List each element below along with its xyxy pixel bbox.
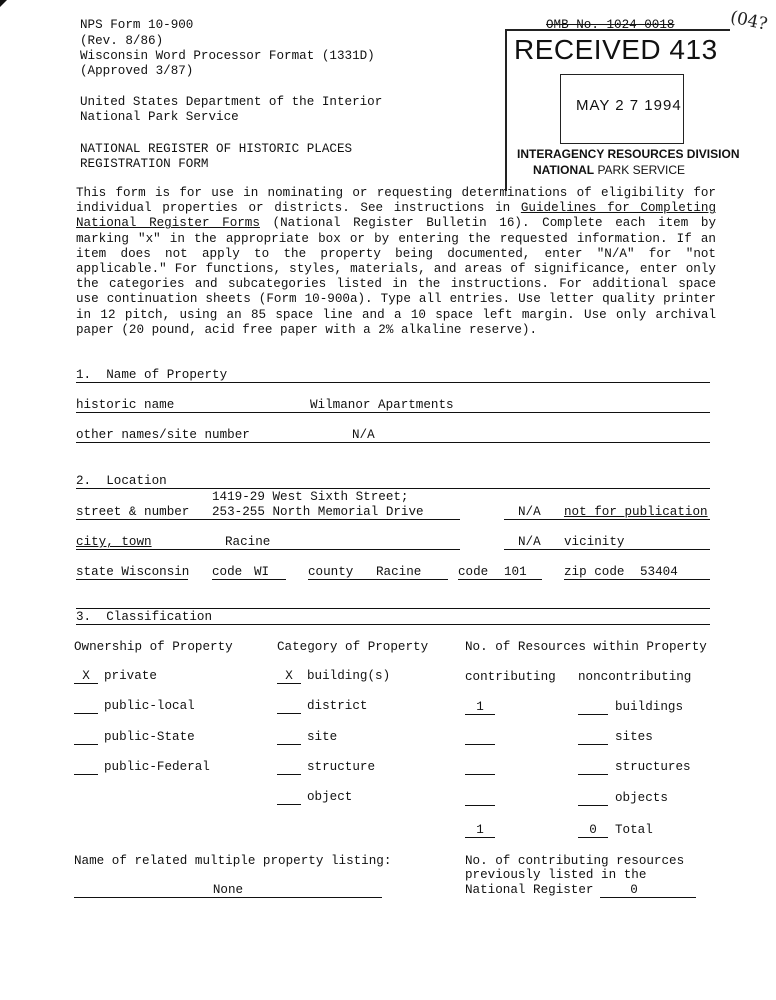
category-header: Category of Property bbox=[277, 640, 429, 654]
stamp-division: INTERAGENCY RESOURCES DIVISION bbox=[517, 147, 740, 161]
vicinity-mark: N/A bbox=[518, 535, 541, 549]
scan-corner-mark bbox=[0, 0, 7, 7]
related-listing-value[interactable]: None bbox=[212, 883, 244, 897]
category-structure-label: structure bbox=[307, 760, 376, 774]
resources-total-noncontributing-blank bbox=[578, 837, 608, 838]
state-code-label: code bbox=[212, 565, 243, 579]
category-site-label: site bbox=[307, 730, 338, 744]
category-district-label: district bbox=[307, 699, 368, 713]
historic-name-value: Wilmanor Apartments bbox=[310, 398, 454, 412]
state-code-rule bbox=[212, 579, 286, 580]
related-listing-rule bbox=[74, 897, 382, 898]
contributing-header: contributing bbox=[465, 670, 556, 684]
street-label: street & number bbox=[76, 505, 190, 519]
form-format: Wisconsin Word Processor Format (1331D) bbox=[80, 49, 375, 63]
previously-listed-line-1: No. of contributing resources bbox=[465, 854, 685, 868]
city-value: Racine bbox=[225, 535, 271, 549]
historic-name-rule bbox=[76, 412, 710, 413]
resources-objects-contributing-blank bbox=[465, 805, 495, 806]
street-rule bbox=[76, 519, 460, 520]
state-code-value: WI bbox=[254, 565, 270, 579]
ownership-private-mark[interactable]: X bbox=[82, 669, 90, 683]
instructions-paragraph bbox=[76, 186, 716, 338]
agency-line-1: United States Department of the Interior bbox=[80, 95, 383, 109]
ownership-header: Ownership of Property bbox=[74, 640, 233, 654]
city-rule bbox=[76, 549, 460, 550]
resources-total-contributing[interactable]: 1 bbox=[476, 823, 484, 837]
other-names-value: N/A bbox=[352, 428, 375, 442]
form-revision: (Rev. 8/86) bbox=[80, 34, 164, 48]
vicinity-rule bbox=[504, 549, 710, 550]
ownership-private-label: private bbox=[104, 669, 157, 683]
ownership-public-federal-label: public-Federal bbox=[104, 760, 210, 774]
ownership-public-state-blank bbox=[74, 744, 98, 745]
related-listing-label: Name of related multiple property listing: bbox=[74, 854, 392, 868]
resources-structures-noncontributing-blank bbox=[578, 774, 608, 775]
omb-number: OMB No. 1024-0018 bbox=[546, 18, 675, 32]
guidelines-link[interactable]: Guidelines for Completing National Register Forms bbox=[76, 201, 716, 231]
section-3-top-rule bbox=[76, 608, 710, 609]
resources-buildings-noncontributing-blank bbox=[578, 714, 608, 715]
agency-line-2: National Park Service bbox=[80, 110, 239, 124]
previously-listed-line-2: previously listed in the bbox=[465, 868, 647, 882]
form-number: NPS Form 10-900 bbox=[80, 18, 194, 32]
ownership-public-state-label: public-State bbox=[104, 730, 195, 744]
category-object-blank bbox=[277, 804, 301, 805]
resources-total-noncontributing[interactable]: 0 bbox=[589, 823, 597, 837]
county-rule bbox=[308, 579, 448, 580]
street-line-2: 253-255 North Memorial Drive bbox=[212, 505, 424, 519]
category-structure-blank bbox=[277, 774, 301, 775]
resources-total-contributing-blank bbox=[465, 837, 495, 838]
stamp-date: MAY 2 7 1994 bbox=[576, 97, 682, 114]
county-value: Racine bbox=[376, 565, 422, 579]
not-for-publication-rule bbox=[504, 519, 710, 520]
form-title-line-2: REGISTRATION FORM bbox=[80, 157, 209, 171]
section-1-heading: 1. Name of Property bbox=[76, 368, 228, 382]
section-2-rule bbox=[76, 488, 710, 489]
historic-name-label: historic name bbox=[76, 398, 175, 412]
zip-value: 53404 bbox=[640, 565, 678, 579]
resources-objects-noncontributing-blank bbox=[578, 805, 608, 806]
instructions-part-1: This form is for use in nominating or requesting determinations of eligibility for individual properties or districts. See instructions in bbox=[76, 186, 716, 216]
noncontributing-header: noncontributing bbox=[578, 670, 692, 684]
resources-sites-contributing-blank bbox=[465, 744, 495, 745]
resources-structures-label: structures bbox=[615, 760, 691, 774]
county-label: county bbox=[308, 565, 354, 579]
vicinity-label: vicinity bbox=[564, 535, 625, 549]
street-line-1: 1419-29 West Sixth Street; bbox=[212, 490, 409, 504]
resources-header: No. of Resources within Property bbox=[465, 640, 707, 654]
handwritten-note: (04? bbox=[728, 7, 770, 35]
zip-rule bbox=[564, 579, 710, 580]
section-2-heading: 2. Location bbox=[76, 474, 167, 488]
stamp-service bbox=[533, 163, 685, 178]
section-3-rule bbox=[76, 624, 710, 625]
other-names-label: other names/site number bbox=[76, 428, 250, 442]
category-site-blank bbox=[277, 744, 301, 745]
form-approved: (Approved 3/87) bbox=[80, 64, 194, 78]
other-names-rule bbox=[76, 442, 710, 443]
previously-listed-line-3: National Register bbox=[465, 883, 594, 897]
stamp-service-rest: PARK SERVICE bbox=[594, 163, 686, 177]
category-object-label: object bbox=[307, 790, 353, 804]
section-1-rule bbox=[76, 382, 710, 383]
category-building-label: building(s) bbox=[307, 669, 391, 683]
resources-sites-label: sites bbox=[615, 730, 653, 744]
category-building-mark[interactable]: X bbox=[285, 669, 293, 683]
resources-sites-noncontributing-blank bbox=[578, 744, 608, 745]
state-rule bbox=[76, 579, 188, 580]
previously-listed-value[interactable]: 0 bbox=[630, 883, 638, 897]
category-district-blank bbox=[277, 713, 301, 714]
ownership-public-local-blank bbox=[74, 713, 98, 714]
resources-buildings-contributing-blank bbox=[465, 714, 495, 715]
received-stamp-title: RECEIVED 413 bbox=[514, 34, 718, 65]
category-building-blank bbox=[277, 683, 301, 684]
resources-total-label: Total bbox=[615, 823, 653, 837]
ownership-private-blank bbox=[74, 683, 98, 684]
not-for-publication-label: not for publication bbox=[564, 505, 708, 519]
section-3-heading: 3. Classification bbox=[76, 610, 213, 624]
resources-objects-label: objects bbox=[615, 791, 668, 805]
county-code-label: code bbox=[458, 565, 489, 579]
resources-buildings-contributing[interactable]: 1 bbox=[476, 700, 484, 714]
county-code-value: 101 bbox=[504, 565, 527, 579]
county-code-rule bbox=[458, 579, 542, 580]
instructions-part-2: (National Register Bulletin 16). Complete each item by marking "x" in the appropriate box or by entering the requested information. If an item does not apply to the property being documented, enter "N/A" for "not applicable." For functions, styles, materials, and areas of significance, enter only the categories and subcategories listed in the instructions. For additional space use continuation sheets (Form 10-900a). Type all entries. Use letter quality printer in 12 pitch, using an 85 space line and a 10 space left margin. Use only archival paper (20 pound, acid free paper with a 2% alkaline reserve). bbox=[76, 216, 716, 337]
state-label: state Wisconsin bbox=[76, 565, 190, 579]
resources-buildings-label: buildings bbox=[615, 700, 684, 714]
stamp-service-bold: NATIONAL bbox=[533, 163, 595, 177]
city-label: city, town bbox=[76, 535, 152, 549]
resources-structures-contributing-blank bbox=[465, 774, 495, 775]
previously-listed-rule bbox=[600, 897, 696, 898]
ownership-public-federal-blank bbox=[74, 774, 98, 775]
form-title-line-1: NATIONAL REGISTER OF HISTORIC PLACES bbox=[80, 142, 353, 156]
not-for-publication-mark: N/A bbox=[518, 505, 541, 519]
zip-label: zip code bbox=[564, 565, 625, 579]
ownership-public-local-label: public-local bbox=[104, 699, 195, 713]
